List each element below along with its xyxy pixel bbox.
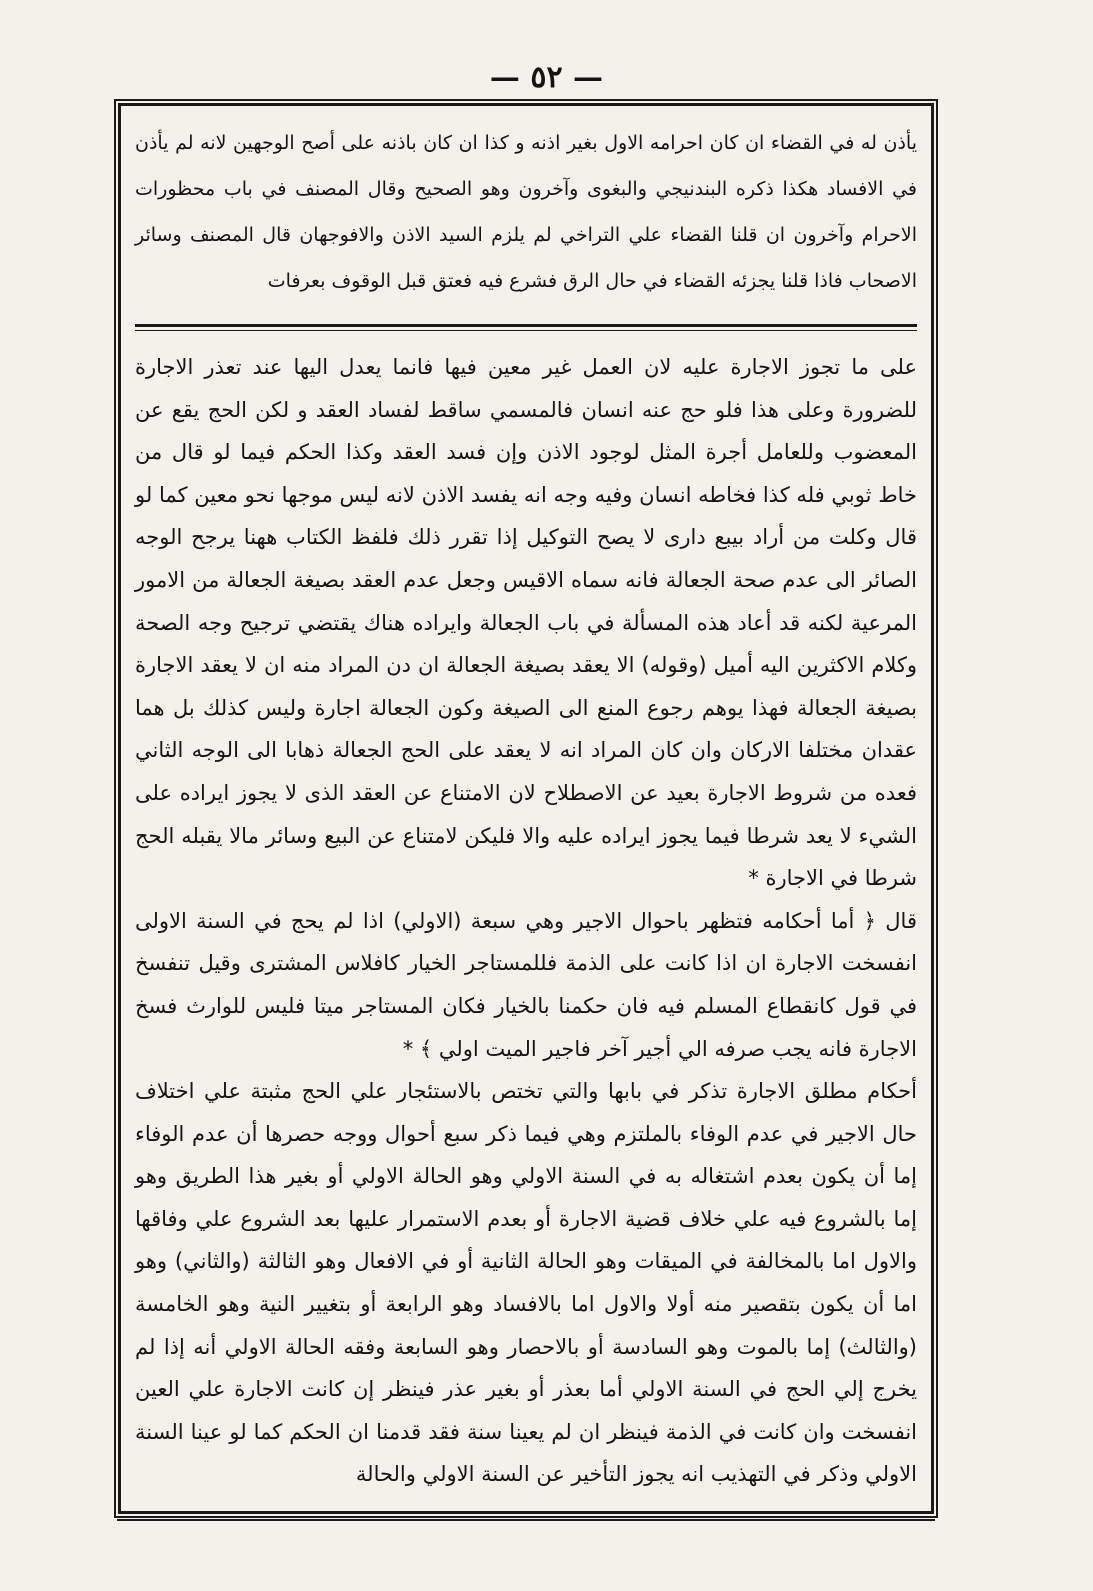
page-frame [118,103,934,1514]
page-number: — ٥٢ — [489,60,604,95]
main-paragraph-3: أحكام مطلق الاجارة تذكر في بابها والتي تختص بالاستئجار علي الحج مثبتة علي اختلاف حال الاجير في عدم الوفاء بالملتزم وهي فيما ذكر سبع أحوال ووجه حصرها أن عدم الوفاء إما أن يكون بعدم اشتغاله به في السنة الاولي وهو الحالة الاولي أو بغير هذا الطريق وهو إما بالشروع فيه علي خلاف قضية الاجارة أو بعدم الاستمرار عليها بعد الشروع علي وفاقها والاول اما بالمخالفة في الميقات وهو الحالة الثانية أو في الافعال وهو الثالثة (والثاني) وهو اما أن يكون بتقصير منه أولا والاول اما بالافساد وهو الرابعة أو بتغيير النية وهو الخامسة (والثالث) إما بالموت وهو السادسة أو بالاحصار وهو السابعة وفقه الحالة الاولي أنه إذا لم يخرج إلي الحج في السنة الاولي أما بعذر أو بغير عذر فينظر إن كانت الاجارة علي العين انفسخت وان كانت في الذمة فينظر ان لم يعينا سنة فقد قدمنا ان الحكم كما لو عينا السنة الاولي وذكر في التهذيب انه يجوز التأخير عن السنة الاولي والحالة [135,1079,917,1487]
main-text-block [135,346,917,1496]
footnote-block [135,120,917,304]
section-divider [135,324,917,327]
frame-bottom-rule [117,1519,935,1521]
footnote-paragraph: يأذن له في القضاء ان كان احرامه الاول بغير اذنه و كذا ان كان باذنه على أصح الوجهين لانه لم يأذن في الافساد هكذا ذكره البندنيجي والبغوى وآخرون وهو الصحيح وقال المصنف في باب محظورات الاحرام وآخرون ان قلنا القضاء علي التراخي لم يلزم السيد الاذن والافوجهان قال المصنف وسائر الاصحاب فاذا قلنا يجزئه القضاء في حال الرق فشرع فيه فعتق قبل الوقوف بعرفات [135,132,917,292]
main-paragraph-quote: قال ﴿ أما أحكامه فتظهر باحوال الاجير وهي سبعة (الاولي) اذا لم يحج في السنة الاولى انفسخت الاجارة ان اذا كانت على الذمة فللمستاجر الخيار كافلاس المشترى وقيل تنفسخ في قول كانقطاع المسلم فيه فان حكمنا بالخيار فكان المستاجر ميتا فليس للوارث فسخ الاجارة فانه يجب صرفه الي أجير آخر فاجير الميت اولي ﴾ * [135,908,917,1061]
main-paragraph-1: على ما تجوز الاجارة عليه لان العمل غير معين فيها فانما يعدل اليها عند تعذر الاجارة للضرورة وعلى هذا فلو حج عنه انسان فالمسمي ساقط لفساد العقد و لكن الحج يقع عن المعضوب وللعامل أجرة المثل لوجود الاذن وإن فسد العقد وكذا الحكم فيما لو قال من خاط ثوبي فله كذا فخاطه انسان وفيه وجه انه يفسد الاذن لانه ليس موجها نحو معين كما لو قال وكلت من أراد بيبع دارى لا يصح التوكيل إذا تقرر ذلك فلفظ الكتاب ههنا يرجح الوجه الصائر الى عدم صحة الجعالة فانه سماه الاقيس وجعل عدم العقد بصيغة الجعالة من الامور المرعية لكنه قد أعاد هذه المسألة في باب الجعالة وايراده هناك يقتضي ترجيح وجه الصحة وكلام الاكثرين اليه أميل (وقوله) الا يعقد بصيغة الجعالة ان دن المراد منه ان لا يعقد الاجارة بصيغة الجعالة فهذا يوهم رجوع المنع الى الصيغة وكون الجعالة اجارة وليس كذلك بل هما عقدان مختلفا الاركان وان كان المراد انه لا يعقد على الحج الجعالة ذهابا الى الوجه الثاني فعده من شروط الاجارة بعيد عن الاصطلاح لان الامتناع عن العقد الذى لا يجوز ايراده على الشيء لا يعد شرطا فيما يجوز ايراده عليه والا فليكن لامتناع عن البيع وسائر مالا يقبله الحج شرطا في الاجارة * [135,355,917,891]
